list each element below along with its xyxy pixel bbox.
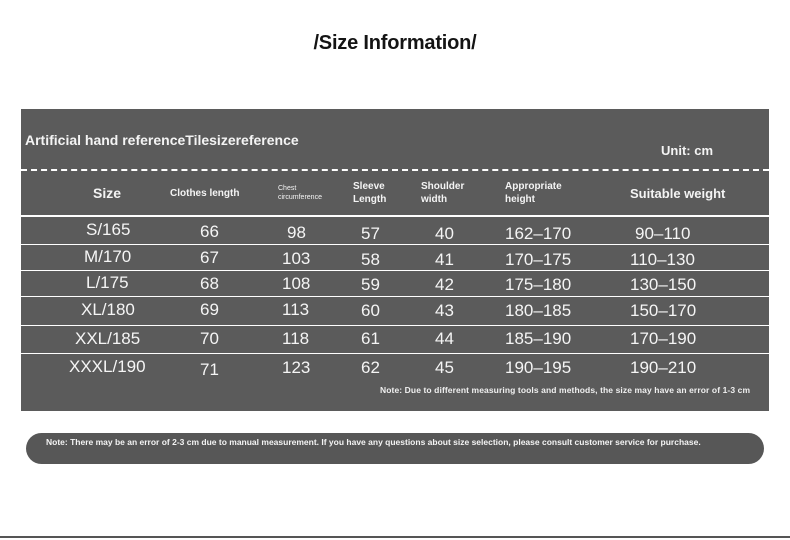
cell-sleeve: 59 [361,275,380,294]
unit-label: Unit: cm [661,143,713,158]
table-note: Note: Due to different measuring tools and methods, the size may have an error of 1-3 cm [380,385,751,395]
reference-text: Artificial hand referenceTilesizereference [25,132,299,148]
header-shoulder: Shoulder width [421,181,465,205]
cell-shoulder: 40 [435,224,454,243]
cell-length: 71 [200,360,219,379]
cell-size: S/165 [86,220,131,239]
footer-note-box [26,433,764,464]
cell-height: 185–190 [505,329,572,348]
table-row [21,245,769,270]
cell-size: XL/180 [81,300,135,319]
table-caption [21,109,769,171]
cell-length: 67 [200,248,219,267]
cell-weight: 90–110 [635,224,691,243]
table-row [21,297,769,325]
footer-note: Note: There may be an error of 2-3 cm due to manual measurement. If you have any questions about size selection, please consult customer service for purchase. [46,437,701,447]
header-size: Size [93,185,122,201]
cell-size: XXL/185 [75,329,141,348]
cell-height: 190–195 [505,358,572,377]
cell-height: 170–175 [505,250,572,269]
table-row [21,271,769,296]
cell-sleeve: 57 [361,224,380,243]
cell-chest: 118 [282,329,310,348]
bottom-divider [0,536,790,538]
cell-sleeve: 60 [361,301,380,320]
header-sleeve: Sleeve Length [353,181,387,205]
cell-weight: 170–190 [630,329,697,348]
header-clothes-length: Clothes length [170,187,240,199]
cell-shoulder: 42 [435,275,454,294]
cell-length: 68 [200,274,219,293]
table-row [21,217,769,244]
cell-sleeve: 61 [361,329,380,348]
cell-chest: 103 [282,249,311,268]
cell-sleeve: 62 [361,358,380,377]
size-table [21,109,769,411]
cell-length: 66 [200,222,219,241]
cell-size: XXXL/190 [69,357,146,376]
cell-height: 162–170 [505,224,572,243]
cell-weight: 110–130 [630,250,695,269]
header-weight: Suitable weight [630,185,726,201]
cell-length: 69 [200,300,219,319]
cell-weight: 190–210 [630,358,697,377]
cell-weight: 130–150 [630,275,697,294]
cell-sleeve: 58 [361,250,380,269]
cell-chest: 113 [282,300,310,319]
cell-chest: 108 [282,274,311,293]
table-header-row [21,171,769,215]
cell-shoulder: 44 [435,329,454,348]
header-height: Appropriate height [505,181,562,205]
cell-chest: 98 [287,223,306,242]
cell-shoulder: 45 [435,358,454,377]
cell-weight: 150–170 [630,301,697,320]
table-row [21,354,769,384]
cell-shoulder: 41 [435,250,454,269]
cell-shoulder: 43 [435,301,454,320]
cell-height: 175–180 [505,275,572,294]
page-title: /Size Information/ [313,32,477,54]
cell-size: L/175 [86,273,129,292]
cell-height: 180–185 [505,301,572,320]
cell-chest: 123 [282,358,311,377]
header-chest: Chest circumference [278,185,322,201]
cell-size: M/170 [84,247,132,266]
table-row [21,326,769,353]
cell-length: 70 [200,329,219,348]
